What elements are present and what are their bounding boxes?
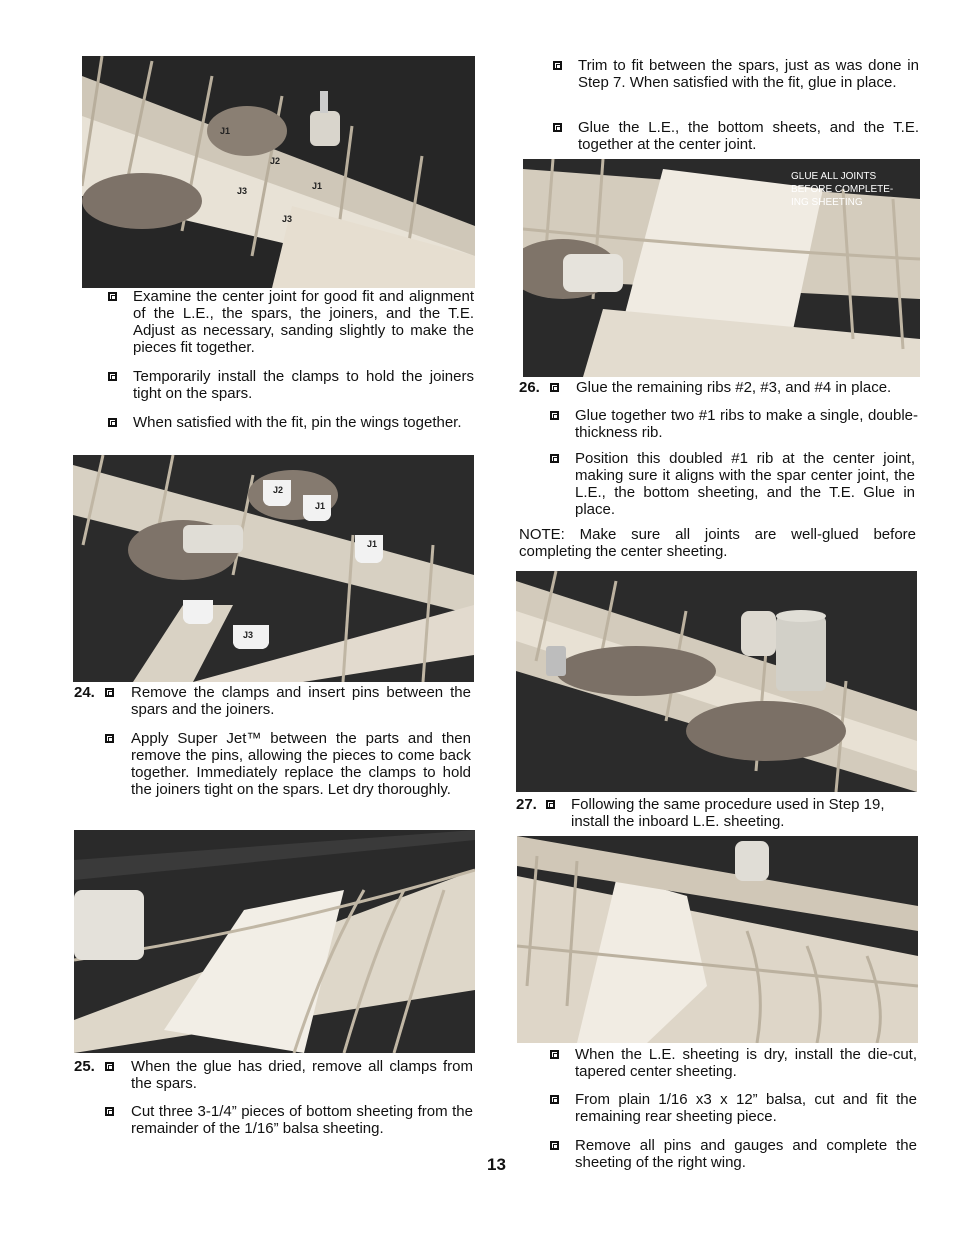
checkbox-icon[interactable] [550, 411, 559, 420]
instruction-text: Following the same procedure used in Step 19, install the inboard L.E. sheeting. [571, 796, 885, 830]
checkbox-icon[interactable] [550, 1095, 559, 1104]
step-number: 26. [519, 379, 540, 396]
checkbox-icon[interactable] [553, 123, 562, 132]
photo-applying-glue-joiners [73, 455, 474, 682]
instruction-text: Remove the clamps and insert pins between the spars and the joiners. [131, 684, 471, 718]
joiner-label: J2 [273, 485, 284, 495]
instruction-text: Remove all pins and gauges and complete the sheeting of the right wing. [575, 1137, 917, 1171]
instruction-text: From plain 1/16 x3 x 12” balsa, cut and fit the remaining rear sheeting piece. [575, 1091, 917, 1125]
instruction-text: Position this doubled #1 rib at the center joint, making sure it aligns with the spar center joint, the L.E., the bottom sheeting, and the T.E. Glue in place. [575, 450, 915, 518]
instruction-text: Apply Super Jet™ between the parts and then remove the pins, allowing the pieces to come back together. Immediately replace the clamps to hold the joiners tight on the spars. Let dry thoroughly. [131, 730, 471, 798]
joiner-label: J3 [237, 186, 248, 196]
step-number: 25. [74, 1058, 95, 1075]
step-number: 27. [516, 796, 537, 813]
photo-center-sheeting-installed [517, 836, 918, 1043]
photo-wing-joiners-test-fit [82, 56, 475, 288]
instruction-text: Trim to fit between the spars, just as was done in Step 7. When satisfied with the fit, glue in place. [578, 57, 919, 91]
instruction-text: Examine the center joint for good fit and alignment of the L.E., the spars, the joiners, and the T.E. Adjust as necessary, sanding slightly to make the pieces fit together. [133, 288, 474, 356]
checkbox-icon[interactable] [546, 800, 555, 809]
joiner-label: J2 [270, 156, 281, 166]
checkbox-icon[interactable] [105, 688, 114, 697]
instruction-text: Glue together two #1 ribs to make a single, double-thickness rib. [575, 407, 918, 441]
photo-center-sheeting-gluing [74, 830, 475, 1053]
joiner-label: J1 [312, 181, 323, 191]
instruction-text: Cut three 3-1/4” pieces of bottom sheeting from the remainder of the 1/16” balsa sheeting. [131, 1103, 473, 1137]
instruction-text: Glue the L.E., the bottom sheets, and the T.E. together at the center joint. [578, 119, 919, 153]
checkbox-icon[interactable] [108, 418, 117, 427]
photo-gluing-center-joint [523, 159, 920, 377]
checkbox-icon[interactable] [105, 1062, 114, 1071]
photo-callout: GLUE ALL JOINTS BEFORE COMPLETE- ING SHEETING [791, 171, 894, 208]
checkbox-icon[interactable] [108, 372, 117, 381]
instruction-text: Temporarily install the clamps to hold the joiners tight on the spars. [133, 368, 474, 402]
note-text: NOTE: Make sure all joints are well-glued before completing the center sheeting. [519, 526, 916, 560]
step-number: 24. [74, 684, 95, 701]
joiner-label: J3 [243, 630, 254, 640]
checkbox-icon[interactable] [550, 1050, 559, 1059]
checkbox-icon[interactable] [105, 1107, 114, 1116]
instruction-text: When the glue has dried, remove all clamps from the spars. [131, 1058, 473, 1092]
joiner-label: J1 [367, 539, 378, 549]
checkbox-icon[interactable] [550, 454, 559, 463]
instruction-text: When satisfied with the fit, pin the wings together. [133, 414, 462, 431]
page-number: 13 [487, 1155, 506, 1174]
checkbox-icon[interactable] [108, 292, 117, 301]
checkbox-icon[interactable] [550, 383, 559, 392]
instruction-text: Glue the remaining ribs #2, #3, and #4 in place. [576, 379, 892, 396]
checkbox-icon[interactable] [550, 1141, 559, 1150]
checkbox-icon[interactable] [553, 61, 562, 70]
instruction-text: When the L.E. sheeting is dry, install the die-cut, tapered center sheeting. [575, 1046, 917, 1080]
photo-le-sheeting-hands [516, 571, 917, 792]
joiner-label: J1 [315, 501, 326, 511]
checkbox-icon[interactable] [105, 734, 114, 743]
joiner-label: J1 [220, 126, 231, 136]
joiner-label: J3 [282, 214, 293, 224]
